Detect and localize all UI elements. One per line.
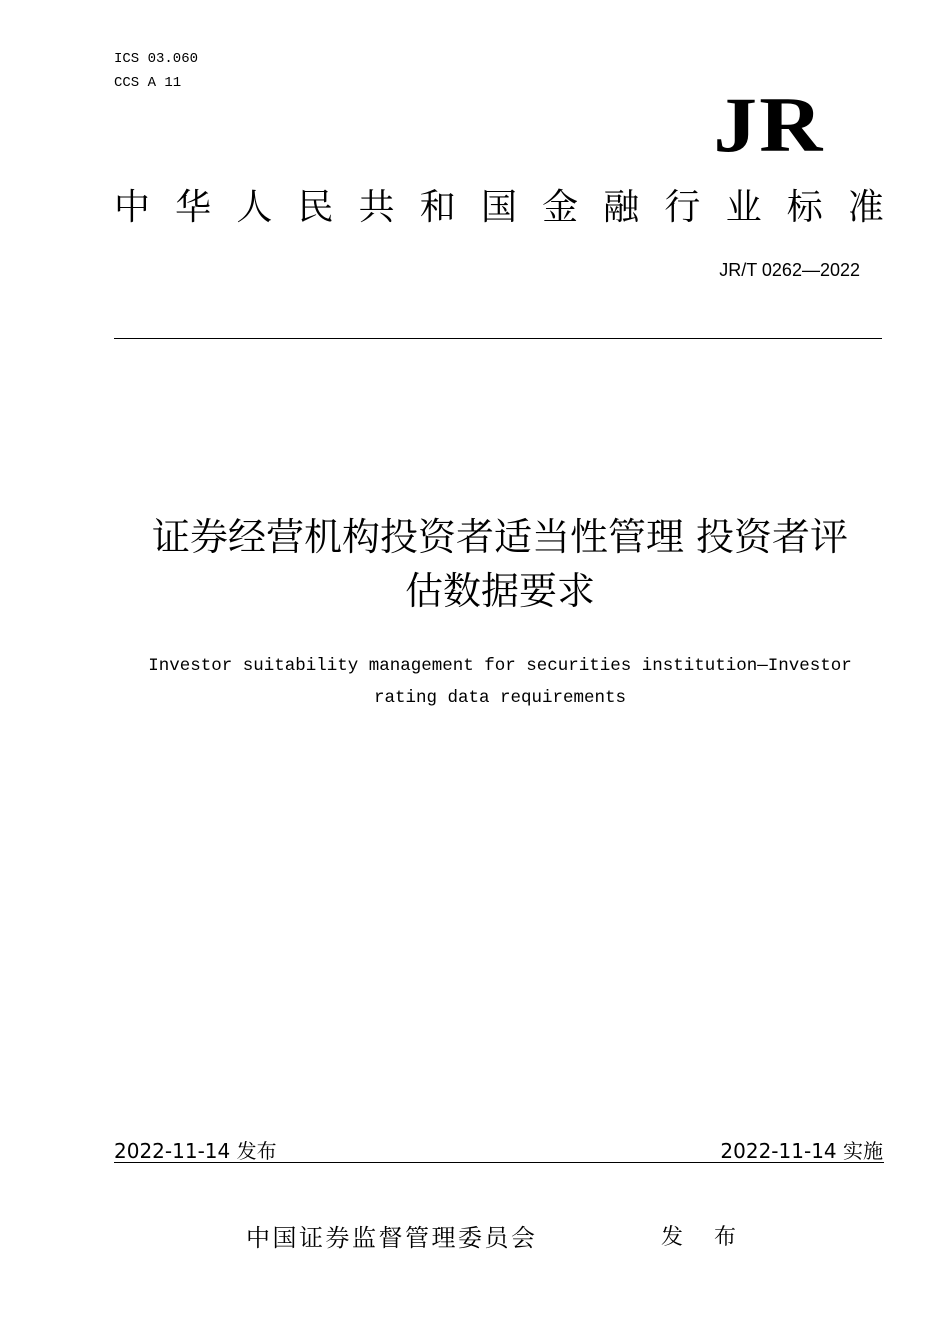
- implementation-date: 2022-11-14 实施: [720, 1139, 883, 1163]
- standard-type-char: 和: [419, 187, 456, 228]
- standard-type-char: 国: [480, 187, 517, 228]
- standard-type-char: 融: [603, 187, 640, 228]
- title-chinese-line: 估数据要求: [404, 569, 595, 613]
- standard-type-char: 民: [297, 187, 334, 228]
- standard-type-char: 中: [114, 187, 151, 228]
- standard-type-char: 人: [236, 187, 273, 228]
- standard-type-char: 标: [786, 187, 823, 228]
- header-divider: [114, 338, 882, 339]
- issuing-authority: 中国证券监督管理委员会: [246, 1224, 538, 1252]
- ccs-code: CCS A 11: [114, 75, 182, 91]
- issue-date: 2022-11-14 发布: [114, 1139, 277, 1163]
- standard-type-char: 行: [664, 187, 701, 228]
- title-chinese-line: 证券经营机构投资者适当性管理 投资者评: [151, 515, 849, 559]
- title-english-line: Investor suitability management for securities institution—Investor: [148, 656, 852, 676]
- standard-type-char: 准: [847, 187, 884, 228]
- standard-type-char: 金: [542, 187, 579, 228]
- ics-code: ICS 03.060: [114, 51, 199, 67]
- jr-logo: JR: [713, 81, 825, 168]
- standard-type: [114, 186, 884, 230]
- footer-divider: [114, 1162, 884, 1163]
- standard-number: JR/T 0262—2022: [719, 260, 860, 280]
- standard-type-char: 华: [175, 187, 212, 228]
- standard-type-char: 业: [725, 187, 762, 228]
- title-chinese: [100, 510, 900, 618]
- standard-type-char: 共: [358, 187, 395, 228]
- title-english: [100, 650, 900, 714]
- title-english-line: rating data requirements: [373, 688, 627, 708]
- issue-verb: 发 布: [661, 1225, 748, 1250]
